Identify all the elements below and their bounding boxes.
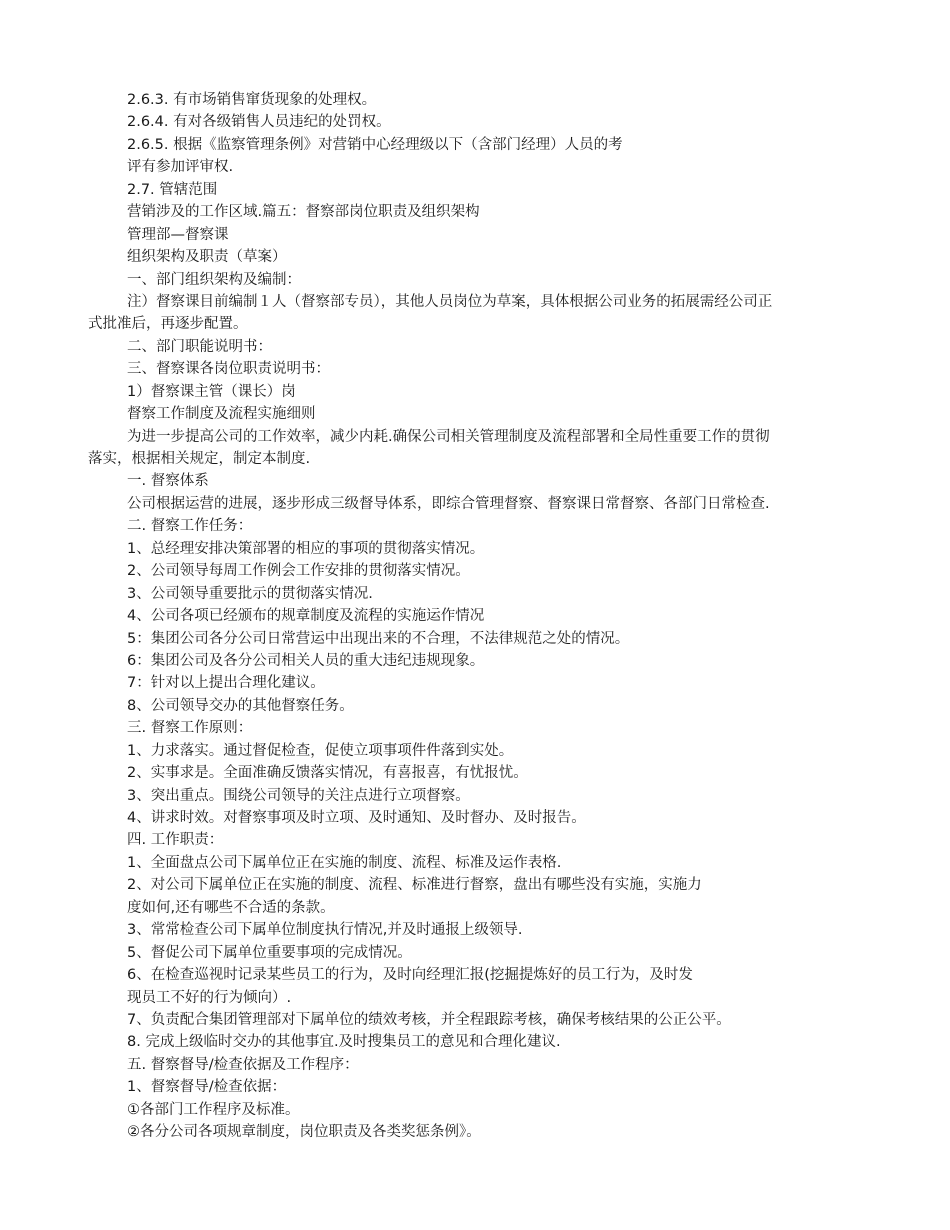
- text-line: 8. 完成上级临时交办的其他事宜.及时搜集员工的意见和合理化建议.: [127, 1034, 561, 1051]
- text-line: 4、讲求时效。对督察事项及时立项、及时通知、及时督办、及时报告。: [127, 810, 586, 826]
- text-line: 督察工作制度及流程实施细则: [127, 406, 316, 423]
- text-line: 2.6.5. 根据《监察管理条例》对营销中心经理级以下（含部门经理）人员的考: [127, 136, 623, 153]
- text-line: 7：针对以上提出合理化建议。: [127, 675, 325, 692]
- text-line: 1、总经理安排决策部署的相应的事项的贯彻落实情况。: [127, 540, 485, 557]
- text-line: ②各分公司各项规章制度，岗位职责及各类奖惩条例》。: [127, 1124, 481, 1141]
- text-line: 6、在检查巡视时记录某些员工的行为，及时向经理汇报(挖掘提炼好的员工行为，及时发: [127, 967, 693, 984]
- text-line: 3、常常检查公司下属单位制度执行情况,并及时通报上级领导.: [127, 922, 523, 939]
- text-line: 落实，根据相关规定，制定本制度.: [88, 451, 311, 467]
- text-line: 7、负责配合集团管理部对下属单位的绩效考核，并全程跟踪考核，确保考核结果的公正公平。: [127, 1011, 731, 1028]
- text-line: 8、公司领导交办的其他督察任务。: [127, 697, 354, 714]
- text-line: 2.7. 管辖范围: [127, 181, 218, 198]
- text-line: 二、部门职能说明书：: [127, 338, 272, 355]
- text-line: 2、公司领导每周工作例会工作安排的贯彻落实情况。: [127, 563, 470, 580]
- text-line: 1、督察督导/检查依据：: [127, 1079, 287, 1096]
- text-line: 1、力求落实。通过督促检查，促使立项事项件件落到实处。: [127, 742, 514, 759]
- text-line: 1、全面盘点公司下属单位正在实施的制度、流程、标准及运作表格.: [127, 854, 562, 871]
- text-line: 三. 督察工作原则：: [127, 720, 253, 737]
- text-line: 三、督察课各岗位职责说明书：: [127, 361, 330, 378]
- text-line: 二. 督察工作任务：: [127, 518, 253, 535]
- text-line: 评有参加评审权.: [127, 159, 234, 176]
- text-line: 6：集团公司及各分公司相关人员的重大违纪违规现象。: [127, 652, 485, 669]
- text-line: 3、突出重点。围绕公司领导的关注点进行立项督察。: [127, 787, 470, 804]
- text-line: ①各部门工作程序及标准。: [127, 1101, 300, 1118]
- text-line: 一、部门组织架构及编制：: [127, 271, 301, 288]
- text-line: 1）督察课主管（课长）岗: [127, 383, 296, 400]
- text-line: 2.6.4. 有对各级销售人员违纪的处罚权。: [127, 114, 391, 131]
- text-line: 度如何,还有哪些不合适的条款。: [127, 899, 335, 916]
- text-line: 现员工不好的行为倾向）.: [127, 989, 292, 1006]
- text-line: 式批准后，再逐步配置。: [88, 316, 248, 333]
- text-line: 一. 督察体系: [127, 473, 209, 490]
- text-line: 2.6.3. 有市场销售窜货现象的处理权。: [127, 92, 377, 108]
- text-line: 营销涉及的工作区域.篇五：督察部岗位职责及组织架构: [127, 204, 480, 221]
- text-line: 公司根据运营的进展，逐步形成三级督导体系，即综合管理督察、督察课日常督察、各部门日常检查.: [127, 495, 770, 512]
- text-line: 5、督促公司下属单位重要事项的完成情况。: [127, 944, 412, 961]
- text-line: 5：集团公司各分公司日常营运中出现出来的不合理，不法律规范之处的情况。: [127, 630, 630, 647]
- text-line: 2、实事求是。全面准确反馈落实情况，有喜报喜，有忧报忧。: [127, 765, 528, 782]
- text-line: 五. 督察督导/检查依据及工作程序：: [127, 1056, 359, 1073]
- text-line: 注）督察课目前编制１人（督察部专员），其他人员岗位为草案，具体根据公司业务的拓展需经公司正: [127, 293, 773, 310]
- text-line: 为进一步提高公司的工作效率，减少内耗.确保公司相关管理制度及流程部署和全局性重要工作的贯彻: [127, 428, 770, 445]
- text-line: 管理部—督察课: [127, 226, 229, 243]
- text-line: 组织架构及职责（草案）: [127, 249, 287, 266]
- text-line: 2、对公司下属单位正在实施的制度、流程、标准进行督察，盘出有哪些没有实施，实施力: [127, 877, 702, 894]
- text-line: 4、公司各项已经颁布的规章制度及流程的实施运作情况: [127, 608, 485, 625]
- text-line: 3、公司领导重要批示的贯彻落实情况.: [127, 585, 373, 602]
- text-line: 四. 工作职责：: [127, 832, 224, 849]
